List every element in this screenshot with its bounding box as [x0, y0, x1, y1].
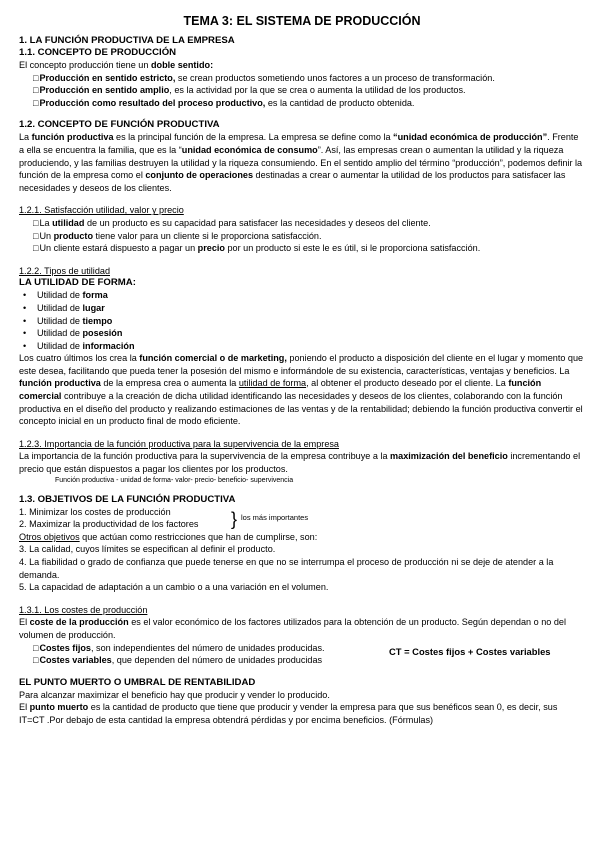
break-even-heading: EL PUNTO MUERTO O UMBRAL DE RENTABILIDAD	[19, 676, 256, 688]
list-item: □ Un cliente estará dispuesto a pagar un precio por un producto si este le es útil, si le proporciona satisfacción.	[33, 242, 585, 255]
utility-form-heading: LA UTILIDAD DE FORMA:	[19, 277, 136, 289]
list-item: □ Producción en sentido amplio, es la actividad por la que se crea o aumenta la utilidad de los productos.	[33, 84, 585, 97]
section-1-3-heading: 1.3. OBJETIVOS DE LA FUNCIÓN PRODUCTIVA	[19, 493, 236, 505]
objective-item: 3. La calidad, cuyos límites se especifican al definir el producto.	[19, 544, 276, 555]
break-even-paragraph: El punto muerto es la cantidad de producto que tiene que producir y vender la empresa para que sus benéficos sean 0, es decir, sus IT=CT .Por debajo de esta cantidad la empresa obtendrá pérdidas y por encima beneficios. (Fórmulas)	[19, 702, 558, 725]
total-cost-formula: CT = Costes fijos + Costes variables	[389, 645, 551, 657]
section-1-heading: 1. LA FUNCIÓN PRODUCTIVA DE LA EMPRESA	[19, 35, 235, 46]
page-title: TEMA 3: EL SISTEMA DE PRODUCCIÓN	[183, 14, 421, 28]
list-item: • Utilidad de posesión	[37, 327, 585, 340]
objective-item: 1. Minimizar los costes de producción	[19, 506, 171, 517]
production-senses-list	[19, 72, 585, 110]
section-1-2-3-heading: 1.2.3. Importancia de la función productiva para la supervivencia de la empresa	[19, 438, 339, 449]
list-item: • Utilidad de forma	[37, 289, 585, 302]
objective-item: 2. Maximizar la productividad de los factores	[19, 519, 199, 530]
list-item: □ La utilidad de un producto es su capacidad para satisfacer las necesidades y deseos del cliente.	[33, 217, 585, 230]
list-item: □ Producción en sentido estricto, se crean productos sometiendo unos factores a un proceso de transformación.	[33, 72, 585, 85]
section-1-1-heading: 1.1. CONCEPTO DE PRODUCCIÓN	[19, 47, 177, 58]
importance-paragraph: La importancia de la función productiva para la supervivencia de la empresa contribuye a la maximización del beneficio incrementando el precio que están dispuestos a pagar los clientes por los productos.	[19, 451, 581, 475]
cost-types	[19, 642, 585, 667]
list-item: • Utilidad de tiempo	[37, 315, 585, 328]
objective-item: 4. La fiabilidad o grado de confianza que puede tenerse en que no se interrumpa el proceso de producción ni se deje de atender a la demanda.	[19, 557, 554, 580]
utility-types-list	[19, 289, 585, 352]
section-1-2-2-heading: 1.2.2. Tipos de utilidad	[19, 265, 110, 276]
objective-item: 5. La capacidad de adaptación a un cambio o a una variación en el volumen.	[19, 582, 329, 593]
other-objectives-intro: Otros objetivos que actúan como restricciones que han de cumplirse, son:	[19, 531, 318, 542]
utility-paragraph: Los cuatro últimos los crea la función comercial o de marketing, poniendo el producto a disposición del cliente en el lugar y momento que este desea, facilitando que pueda tener la posesión del mismo e informándole de su existencia, características, ventajas y beneficios. La función productiva de la empresa crea o aumenta la utilidad de forma, al obtener el producto deseado por el cliente. La función comercial contribuye a la creación de dicha utilidad identificando las necesidades y deseos de los clientes, colaborando con la función productiva en el diseño del producto y realizando estimaciones de las ventas y de la rentabilidad; debiendo la función productiva convertir el concepto inicial en un producto final de modo eficiente.	[19, 353, 584, 427]
list-item: □ Un producto tiene valor para un cliente si le proporciona satisfacción.	[33, 230, 585, 243]
section-1-2-heading: 1.2. CONCEPTO DE FUNCIÓN PRODUCTIVA	[19, 119, 220, 131]
list-item: • Utilidad de información	[37, 340, 585, 353]
brace-note: los más importantes	[241, 512, 309, 522]
list-item: □ Producción como resultado del proceso productivo, es la cantidad de producto obtenida.	[33, 97, 585, 110]
break-even-intro: Para alcanzar maximizar el beneficio hay que producir y vender lo producido.	[19, 689, 330, 700]
utility-value-price-list	[19, 217, 585, 255]
production-intro: El concepto producción tiene un doble sentido:	[19, 60, 214, 70]
list-item: □ Costes fijos, son independientes del número de unidades producidas.	[33, 642, 585, 655]
brace-icon: }	[231, 508, 238, 529]
document-page	[19, 14, 585, 727]
main-objectives	[19, 506, 585, 531]
chain-note: Función productiva - unidad de forma- valor- precio- beneficio- supervivencia	[55, 476, 294, 484]
cost-paragraph: El coste de la producción es el valor económico de los factores utilizados para la obtención de un producto. Según dependan o no del volumen de producción.	[19, 617, 566, 640]
section-1-3-1-heading: 1.3.1. Los costes de producción	[19, 604, 148, 615]
list-item: □ Costes variables, que dependen del número de unidades producidas	[33, 654, 585, 667]
productive-function-paragraph: La función productiva es la principal función de la empresa. La empresa se define como la “unidad económica de producción”. Frente a ella se encuentra la familia, que es la “unidad económica de consumo”. Así, las empresas crean o aumentan la utilidad y la riqueza produciendo, y las familias destruyen la utilidad y la riqueza consumiendo. En el sentido amplio del término “producción”, podemos definir la función de la empresa como el conjunto de operaciones destinadas a crear o aumentar la utilidad de los productos para satisfacer las necesidades y deseos de los clientes.	[19, 132, 583, 193]
section-1-2-1-heading: 1.2.1. Satisfacción utilidad, valor y precio	[19, 205, 184, 216]
list-item: • Utilidad de lugar	[37, 302, 585, 315]
